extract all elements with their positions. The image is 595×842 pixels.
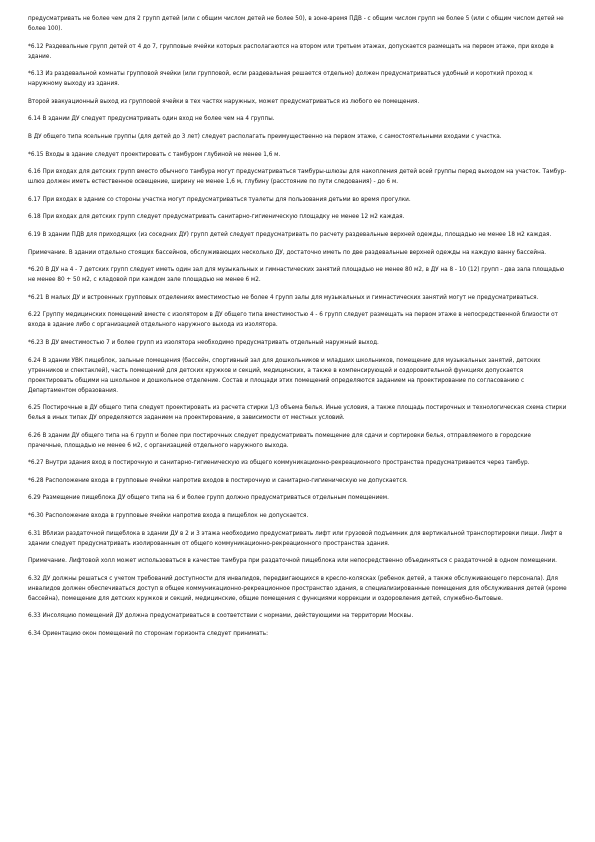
paragraph: *6.30 Расположение входа в групповые ячейки напротив входа в пищеблок не допускается. — [28, 513, 309, 520]
paragraph: Примечание. В здании отдельно стоящих бассейнов, обслуживающих несколько ДУ, достаточно иметь по две раздевальные верхней одежды на каждую ванну бассейна. — [28, 249, 547, 256]
paragraph: 6.14 В здании ДУ следует предусматривать один вход не более чем на 4 группы. — [28, 116, 275, 123]
document-page — [28, 14, 567, 842]
paragraph: 6.19 В здании ПДВ для приходящих (из соседних ДУ) групп детей следует предусматривать по расчету раздевальные верхней одежды, площадью не менее 18 м2 каждая. — [28, 231, 552, 238]
paragraph: 6.17 При входах в здание со стороны участка могут предусматриваться туалеты для пользования детьми во время прогулки. — [28, 196, 411, 203]
paragraph: Второй эвакуационный выход из групповой ячейки в тех частях наружных, может предусматриваться из любого ее помещения. — [28, 98, 420, 105]
paragraph: 6.31 Вблизи раздаточной пищеблока в здании ДУ в 2 и 3 этажа необходимо предусматривать лифт или грузовой подъемник для вертикальной транспортировки пищи. Лифт в здании следует предусматривать изолированным от общего коммуникационно-рекреационного пространства здания. — [28, 530, 563, 547]
paragraph: *6.21 В малых ДУ и встроенных групповых отделениях вместимостью не более 4 групп залы для музыкальных и гимнастических занятий могут не предусматриваться. — [28, 294, 539, 301]
paragraph: 6.29 Размещение пищеблока ДУ общего типа на 6 и более групп должно предусматриваться отдельным помещением. — [28, 495, 389, 502]
paragraph: 6.32 ДУ должны решаться с учетом требований доступности для инвалидов, передвигающихся в кресло-колясках (ребенок детей, а также обслуживающего персонала). Для инвалидов должен обеспечиваться доступ в общее коммуникационно-рекреационное пространство здания, в специализированные помещения для обслуживания детей (кроме бассейна), помещение для детских кружков и секций, медицинские, общие помещения с функциями коррекции и оздоровления детей, служебно-бытовые. — [28, 575, 567, 602]
paragraph: 6.16 При входах для детских групп вместо обычного тамбура могут предусматриваться тамбуры-шлюзы для накопления детей всей группы перед выходом на участок. Тамбур-шлюз должен иметь естественное освещение, ширину не менее 1,6 м, глубину (расстояние по пути следования) - до 6 м. — [28, 169, 567, 186]
paragraph: *6.12 Раздевальные групп детей от 4 до 7, групповые ячейки которых располагаются на втором или третьем этажах, допускается размещать на первом этаже, при входе в здание. — [28, 43, 554, 60]
paragraph: *6.13 Из раздевальной комнаты групповой ячейки (или групповой, если раздевальная решается отдельно) должен предусматриваться удобный и короткий проход к наружному выходу из здания. — [28, 71, 533, 88]
paragraph: 6.26 В здании ДУ общего типа на 6 групп и более при постирочных следует предусматривать помещение для сдачи и сортировки белья, отправляемого в городские прачечные, площадью не менее 6 м2, с организацией отдельного наружного выхода. — [28, 432, 532, 449]
paragraph: В ДУ общего типа ясельные группы (для детей до 3 лет) следует располагать преимущественно на первом этаже, с самостоятельными входами с участка. — [28, 133, 502, 140]
paragraph: предусматривать не более чем для 2 групп детей (или с общим числом детей не более 50), в зоне-время ПДВ - с общим числом групп не более 5 (или с общим числом детей не более 100). — [28, 16, 564, 32]
paragraph: 6.34 Ориентацию окон помещений по сторонам горизонта следует принимать: — [28, 631, 269, 638]
paragraph: 6.22 Группу медицинских помещений вместе с изолятором в ДУ общего типа вместимостью 4 - 6 групп следует размещать на первом этаже в непосредственной близости от входа в здание либо с организацией отдельного наружного выхода из изолятора. — [28, 312, 558, 329]
paragraph: *6.23 В ДУ вместимостью 7 и более групп из изолятора необходимо предусматривать отдельный наружный выход. — [28, 339, 379, 346]
paragraph: *6.27 Внутри здания вход в постирочную и санитарно-гигиеническую из общего коммуникационно-рекреационного пространства предусматривается через тамбур. — [28, 460, 530, 467]
paragraph: 6.25 Постирочные в ДУ общего типа следует проектировать из расчета стирки 1/3 объема белья. Иные условия, а также площадь постирочных и технологическая схема стирки белья в иных типах ДУ определяются заданием на проектирование, в зависимости от местных условий. — [28, 405, 567, 422]
paragraph: Примечание. Лифтовой холл может использоваться в качестве тамбура при раздаточной пищеблока или непосредственно объединяться с раздаточной в одном помещении. — [28, 558, 557, 565]
paragraph: *6.20 В ДУ на 4 - 7 детских групп следует иметь один зал для музыкальных и гимнастических занятий площадью не менее 80 м2, в ДУ на 8 - 10 (12) групп - два зала площадью не менее 80 + 50 м2, с кладовой при каждом зале площадью не менее 6 м2. — [28, 267, 565, 284]
paragraph: 6.24 В здании УВК пищеблок, зальные помещения (бассейн, спортивный зал для дошкольников и младших школьников, помещение для музыкальных занятий, детских утренников и спектаклей), часть помещений для детских кружков и секций, медицинских, а также в компенсирующей и оздоровительной функциях допускается проектировать общими на школьное и дошкольное отделение. Состав и площади этих помещений определяются заданием на проектирование по согласованию с Департаментом образования. — [28, 357, 541, 394]
paragraph: 6.18 При входах для детских групп следует предусматривать санитарно-гигиеническую площадку не менее 12 м2 каждая. — [28, 214, 405, 221]
paragraph: *6.28 Расположение входа в групповые ячейки напротив входов в постирочную и санитарно-гигиеническую не допускается. — [28, 477, 408, 484]
paragraph: 6.33 Инсоляцию помещений ДУ должна предусматриваться в соответствии с нормами, действующими на территории Москвы. — [28, 613, 414, 620]
paragraph: *6.15 Входы в здание следует проектировать с тамбуром глубиной не менее 1,6 м. — [28, 151, 281, 158]
